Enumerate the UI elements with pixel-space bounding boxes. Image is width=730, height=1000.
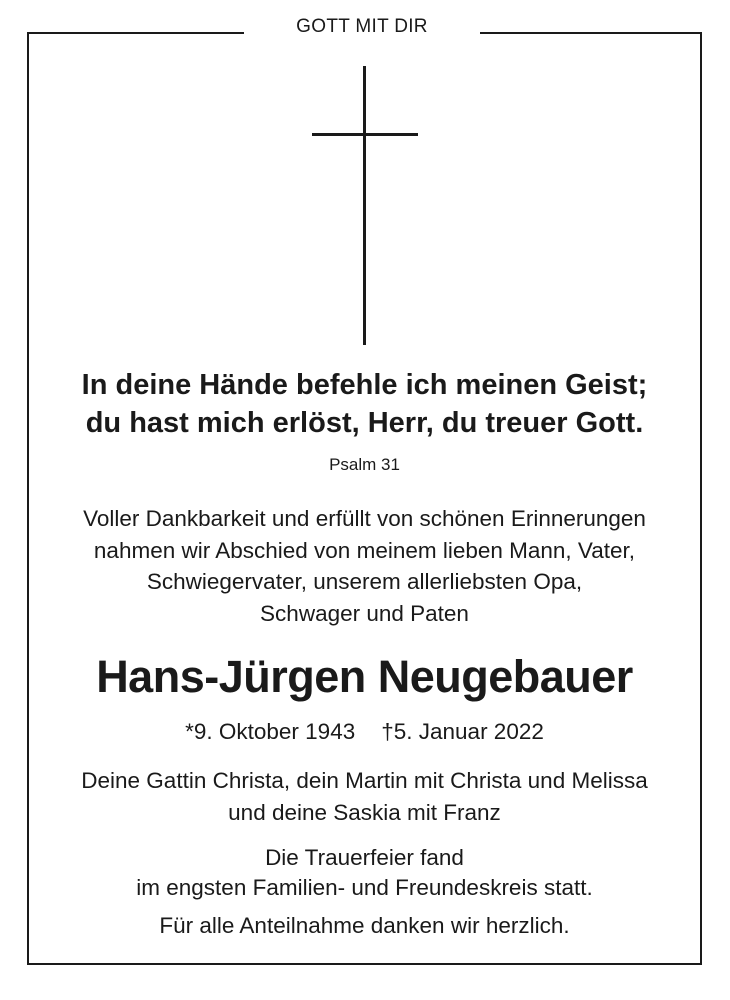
- birth-date: *9. Oktober 1943: [185, 719, 356, 744]
- family-line-1: Deine Gattin Christa, dein Martin mit Christa und Melissa: [81, 768, 648, 793]
- intro-line-4: Schwager und Paten: [260, 600, 469, 626]
- deceased-name: Hans-Jürgen Neugebauer: [96, 651, 633, 702]
- death-date: †5. Januar 2022: [381, 719, 544, 744]
- life-dates: [27, 719, 702, 745]
- family-line-2: und deine Saskia mit Franz: [228, 799, 501, 825]
- intro-line-2: nahmen wir Abschied von meinem lieben Mann, Vater,: [93, 537, 636, 563]
- service-note: [27, 843, 702, 903]
- intro-text: [27, 503, 702, 629]
- service-line-2: im engsten Familien- und Freundeskreis statt.: [136, 875, 593, 900]
- cross-horizontal-bar: [312, 133, 418, 136]
- thanks-note: Für alle Anteilnahme danken wir herzlich.: [159, 913, 570, 938]
- service-line-1: Die Trauerfeier fand: [265, 845, 464, 870]
- family-names: [27, 765, 702, 828]
- bible-verse: [27, 366, 702, 442]
- verse-line-2: du hast mich erlöst, Herr, du treuer Gott.: [85, 407, 644, 439]
- verse-source: Psalm 31: [329, 455, 400, 474]
- intro-line-3: Schwiegervater, unserem allerliebsten Opa,: [146, 569, 583, 594]
- notice-header: GOTT MIT DIR: [296, 16, 428, 37]
- verse-line-1: In deine Hände befehle ich meinen Geist;: [81, 369, 648, 401]
- cross-vertical-bar: [363, 66, 366, 345]
- intro-line-1: Voller Dankbarkeit und erfüllt von schönen Erinnerungen: [83, 506, 646, 531]
